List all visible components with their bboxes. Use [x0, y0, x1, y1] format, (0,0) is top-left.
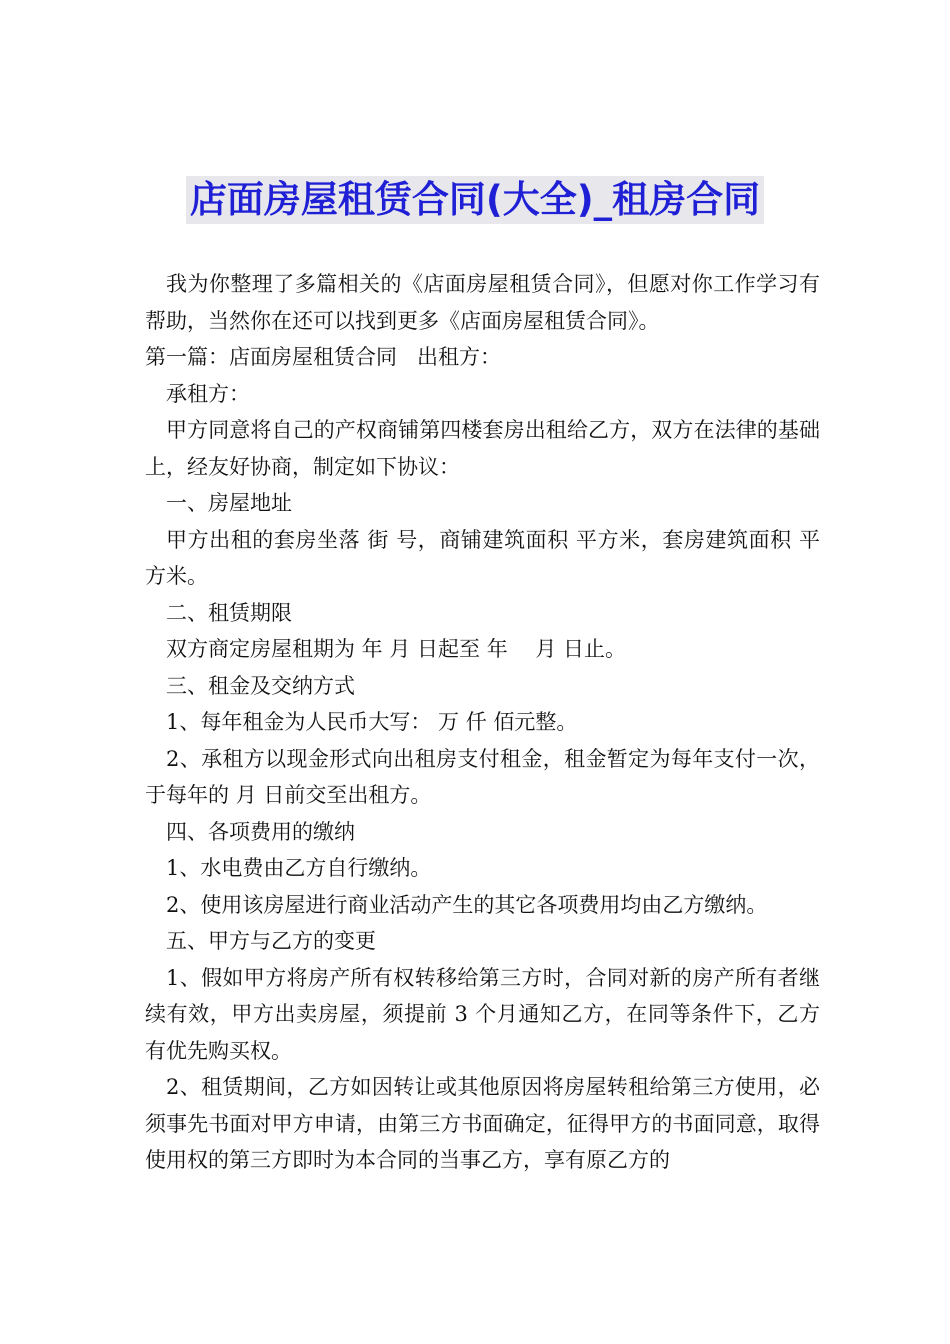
document-body	[145, 266, 820, 1179]
paragraph-address: 甲方出租的套房坐落 街 号，商铺建筑面积 平方米，套房建筑面积 平方米。	[145, 527, 820, 588]
paragraph-fees-2: 2、使用该房屋进行商业活动产生的其它各项费用均由乙方缴纳。	[166, 892, 768, 917]
paragraph-term: 双方商定房屋租期为 年 月 日起至 年 月 日止。	[166, 637, 627, 661]
title-container	[0, 176, 950, 224]
paragraph-chapter-heading	[145, 339, 820, 376]
section-heading-rent: 三、租金及交纳方式	[166, 673, 355, 698]
document-title: 店面房屋租赁合同(大全)_租房合同	[186, 176, 764, 224]
section-heading-address: 一、房屋地址	[166, 491, 292, 515]
paragraph-changes-2: 2、租赁期间，乙方如因转让或其他原因将房屋转租给第三方使用，必须事先书面对甲方申请，由第三方书面确定，征得甲方的书面同意，取得使用权的第三方即时为本合同的当事乙方，享有原乙方的	[145, 1075, 820, 1172]
paragraph-agreement-intro: 甲方同意将自己的产权商铺第四楼套房出租给乙方，双方在法律的基础上，经友好协商，制定如下协议：	[145, 418, 820, 479]
paragraph-intro: 我为你整理了多篇相关的《店面房屋租赁合同》，但愿对你工作学习有帮助，当然你在还可以找到更多《店面房屋租赁合同》。	[145, 272, 820, 333]
paragraph-fees-1: 1、水电费由乙方自行缴纳。	[166, 856, 432, 880]
paragraph-lessee-label: 承租方：	[166, 381, 250, 406]
lessor-label: 出租方：	[417, 345, 501, 369]
paragraph-rent-2: 2、承租方以现金形式向出租房支付租金，租金暂定为每年支付一次，于每年的 月 日前交至出租方。	[145, 746, 820, 807]
paragraph-changes-1: 1、假如甲方将房产所有权转移给第三方时，合同对新的房产所有者继续有效，甲方出卖房屋，须提前 3 个月通知乙方，在同等条件下，乙方有优先购买权。	[145, 965, 820, 1063]
section-heading-fees: 四、各项费用的缴纳	[166, 819, 355, 844]
section-heading-changes: 五、甲方与乙方的变更	[166, 929, 376, 953]
section-heading-term: 二、租赁期限	[166, 600, 292, 625]
paragraph-rent-1: 1、每年租金为人民币大写： 万 仟 佰元整。	[166, 710, 578, 734]
chapter-title: 第一篇：店面房屋租赁合同	[145, 345, 397, 369]
